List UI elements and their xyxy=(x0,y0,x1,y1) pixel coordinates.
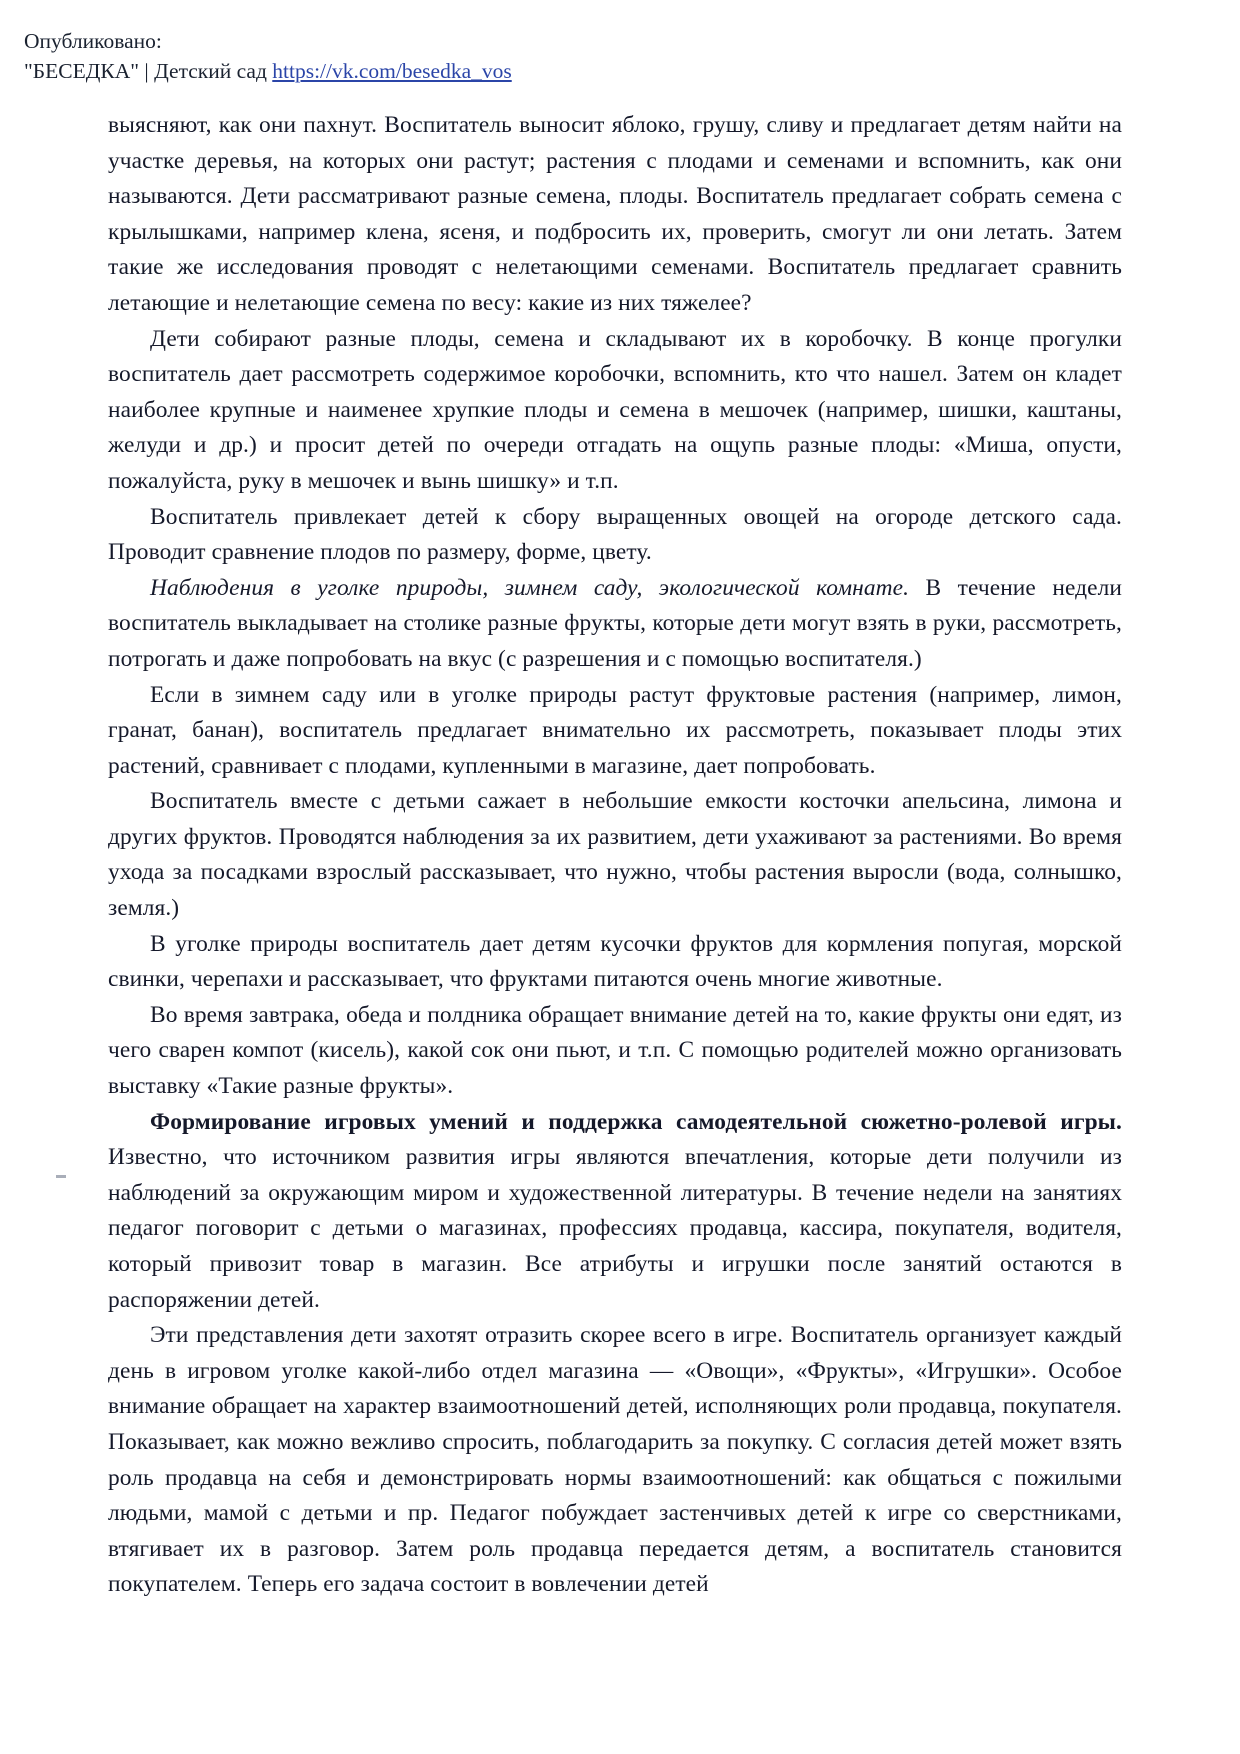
paragraph-4 xyxy=(108,571,1122,678)
paragraph-4-lead: Наблюдения в уголке природы, зимнем саду, экологической комнате. xyxy=(150,574,910,601)
document-body xyxy=(108,108,1122,1603)
paragraph-5: Если в зимнем саду или в уголке природы растут фруктовые растения (например, лимон, гранат, банан), воспитатель предлагает внимательно их рассмотреть, показывает плоды этих растений, сравнивает с плодами, купленными в магазине, дает попробовать. xyxy=(108,681,1122,779)
page-header xyxy=(24,26,1174,86)
paragraph-4-text: В течение недели воспитатель выкладывает на столике разные фрукты, которые дети могут взять в руки, рассмотреть, потрогать и даже попробовать на вкус (с разрешения и с помощью воспитателя.) xyxy=(108,574,1122,672)
paragraph-8: Во время завтрака, обеда и полдника обращает внимание детей на то, какие фрукты они едят, из чего сварен компот (кисель), какой сок они пьют, и т.п. С помощью родителей можно организовать выставку «Такие разные фрукты». xyxy=(108,1001,1122,1100)
paragraph-9-text: Известно, что источником развития игры являются впечатления, которые дети получили из наблюдений за окружающим миром и художественной литературы. В течение недели на занятиях педагог поговорит с детьми о магазинах, профессиях продавца, кассира, покупателя, водителя, который привозит товар в магазин. Все атрибуты и игрушки после занятий остаются в распоряжении детей. xyxy=(108,1144,1122,1313)
published-label: Опубликовано: xyxy=(24,29,162,53)
paragraph-2: Дети собирают разные плоды, семена и складывают их в коробочку. В конце прогулки воспитатель дает рассмотреть содержимое коробочки, вспомнить, кто что нашел. Затем он кладет наиболее крупные и наименее хрупкие плоды и семена в мешочек (например, шишки, каштаны, желуди и др.) и просит детей по очереди отгадать на ощупь разные плоды: «Миша, опусти, пожалуйста, руку в мешочек и вынь шишку» и т.п. xyxy=(108,325,1122,494)
source-name: "БЕСЕДКА" | Детский сад xyxy=(24,59,267,83)
source-link[interactable]: https://vk.com/besedka_vos xyxy=(272,59,512,83)
paragraph-1: выясняют, как они пахнут. Воспитатель выносит яблоко, грушу, сливу и предлагает детям найти на участке деревья, на которых они растут; растения с плодами и семенами и вспомнить, как они называются. Дети рассматривают разные семена, плоды. Воспитатель предлагает собрать семена с крылышками, например клена, ясеня, и подбросить их, проверить, смогут ли они летать. Затем такие же исследования проводят с нелетающими семенами. Воспитатель предлагает сравнить летающие и нелетающие семена по весу: какие из них тяжелее? xyxy=(108,112,1122,316)
paragraph-7: В уголке природы воспитатель дает детям кусочки фруктов для кормления попугая, морской свинки, черепахи и рассказывает, что фруктами питаются очень многие животные. xyxy=(108,930,1122,993)
source-line xyxy=(24,56,1174,86)
paragraph-9 xyxy=(108,1105,1122,1319)
paragraph-10: Эти представления дети захотят отразить скорее всего в игре. Воспитатель организует каждый день в игровом уголке какой-либо отдел магазина — «Овощи», «Фрукты», «Игрушки». Особое внимание обращает на характер взаимоотношений детей, исполняющих роли продавца, покупателя. Показывает, как можно вежливо спросить, поблагодарить за покупку. С согласия детей может взять роль продавца на себя и демонстрировать нормы взаимоотношений: как общаться с пожилыми людьми, мамой с детьми и пр. Педагог побуждает застенчивых детей к игре со сверстниками, втягивает их в разговор. Затем роль продавца передается детям, а воспитатель становится покупателем. Теперь его задача состоит в вовлечении детей xyxy=(108,1322,1122,1598)
paragraph-9-lead: Формирование игровых умений и поддержка самодеятельной сюжетно-ролевой игры. xyxy=(150,1108,1122,1135)
paragraph-6: Воспитатель вместе с детьми сажает в небольшие емкости косточки апельсина, лимона и других фруктов. Проводятся наблюдения за их развитием, дети ухаживают за растениями. Во время ухода за посадками взрослый рассказывает, что нужно, чтобы растения выросли (вода, солнышко, земля.) xyxy=(108,788,1122,922)
margin-mark xyxy=(56,1175,66,1178)
paragraph-3: Воспитатель привлекает детей к сбору выращенных овощей на огороде детского сада. Проводит сравнение плодов по размеру, форме, цвету. xyxy=(108,503,1122,566)
